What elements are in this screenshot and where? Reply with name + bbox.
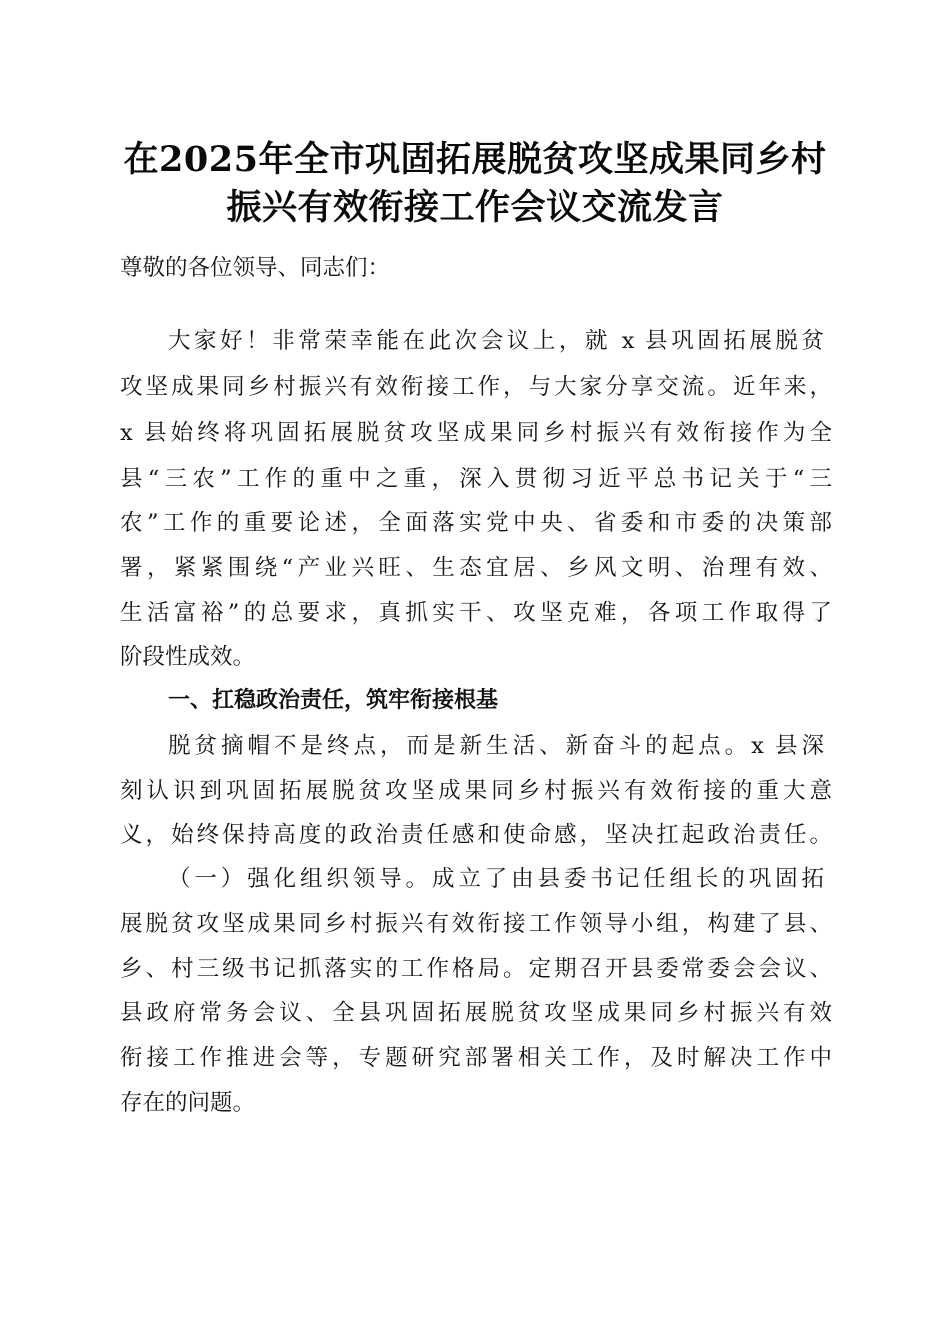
- subsection-line: 县政府常务会议、全县巩固拓展脱贫攻坚成果同乡村振兴有效: [120, 1000, 832, 1026]
- subsection-line: 存在的问题。: [120, 1090, 256, 1116]
- section-heading: 一、扛稳政治责任，筑牢衔接根基: [168, 688, 499, 713]
- subsection-line: （一）强化组织领导。成立了由县委书记任组长的巩固拓: [168, 866, 824, 892]
- section-line: 义，始终保持高度的政治责任感和使命感，坚决扛起政治责任。: [120, 822, 832, 848]
- intro-line: x 县始终将巩固拓展脱贫攻坚成果同乡村振兴有效衔接作为全: [120, 420, 832, 446]
- section-line: 刻认识到巩固拓展脱贫攻坚成果同乡村振兴有效衔接的重大意: [120, 778, 832, 804]
- intro-line: 阶段性成效。: [120, 644, 256, 670]
- subsection-line: 乡、村三级书记抓落实的工作格局。定期召开县委常委会会议、: [120, 956, 832, 982]
- subsection-line: 展脱贫攻坚成果同乡村振兴有效衔接工作领导小组，构建了县、: [120, 911, 832, 937]
- intro-line: 署，紧紧围绕“产业兴旺、生态宜居、乡风文明、治理有效、: [120, 555, 832, 581]
- intro-line: 攻坚成果同乡村振兴有效衔接工作，与大家分享交流。近年来，: [120, 374, 832, 400]
- intro-line: 生活富裕”的总要求，真抓实干、攻坚克难，各项工作取得了: [120, 600, 832, 626]
- intro-line: 县“三农”工作的重中之重，深入贯彻习近平总书记关于“三: [120, 466, 832, 492]
- intro-line: 大家好！非常荣幸能在此次会议上，就 x 县巩固拓展脱贫: [168, 328, 824, 354]
- subsection-line: 衔接工作推进会等，专题研究部署相关工作，及时解决工作中: [120, 1045, 832, 1071]
- section-line: 脱贫摘帽不是终点，而是新生活、新奋斗的起点。x 县深: [168, 733, 824, 759]
- document-title-line-2: 振兴有效衔接工作会议交流发言: [226, 187, 724, 228]
- document-title-line-1: 在2025年全市巩固拓展脱贫攻坚成果同乡村: [123, 139, 827, 180]
- intro-line: 农”工作的重要论述，全面落实党中央、省委和市委的决策部: [120, 510, 832, 536]
- greeting: 尊敬的各位领导、同志们：: [120, 255, 391, 281]
